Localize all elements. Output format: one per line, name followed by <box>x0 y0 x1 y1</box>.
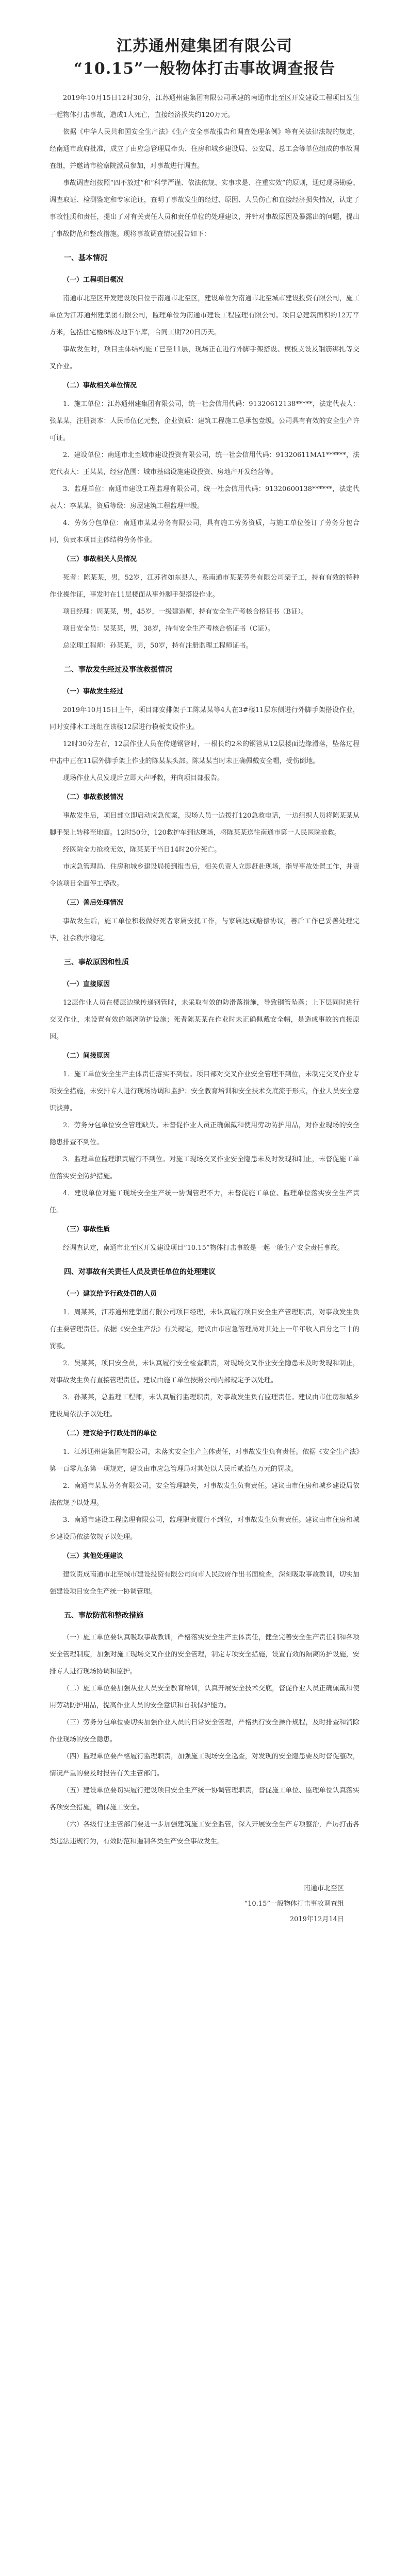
section-paragraph: （四）监理单位要严格履行监理职责，加强施工现场安全巡查，对发现的安全隐患要及时督促整改，情况严重的要及时报告有关主管部门。 <box>50 1753 359 1777</box>
section-paragraph: 4．劳务分包单位：南通市某某劳务有限公司，具有施工劳务资质，与施工单位签订了劳务分包合同，负责本项目主体结构劳务作业。 <box>50 519 359 544</box>
section-paragraph: 3．孙某某，总监理工程师，未认真履行监理职责，对事故发生负有监理责任。建议由市住房和城乡建设局依法予以处理。 <box>50 1394 359 1418</box>
section-paragraph: （三）劳务分包单位要切实加强作业人员的日常安全管理，严格执行安全操作规程，及时排查和消除作业现场的安全隐患。 <box>50 1719 359 1743</box>
subsection-heading: （三）事故相关人员情况 <box>63 555 137 563</box>
subsection-heading: （一）工程项目概况 <box>63 276 124 284</box>
section-paragraph: 项目经理：周某某，男，45岁，一级建造师，持有安全生产考核合格证书（B证）。 <box>63 608 308 616</box>
section-paragraph: 1．施工单位安全生产主体责任落实不到位。项目部对交叉作业安全管理不到位，未制定交叉作业专项安全措施，未安排专人进行现场协调和监护；安全教育培训和安全技术交底流于形式，作业人员安全意识淡薄。 <box>50 1071 359 1112</box>
intro-paragraph: 依据《中华人民共和国安全生产法》《生产安全事故报告和调查处理条例》等有关法律法规的规定，经南通市政府批准，成立了由应急管理局牵头、住房和城乡建设局、公安局、总工会等单位组成的事故调查组，并邀请市检察院派员参加，对事故进行调查。 <box>50 128 359 170</box>
section-heading: 二、事故发生经过及事故救援情况 <box>64 666 172 674</box>
subsection-heading: （二）建议给予行政处罚的单位 <box>63 1430 157 1437</box>
intro-section <box>50 90 359 243</box>
section-paragraph: 项目安全员：吴某某，男，38岁，持有安全生产考核合格证书（C证）。 <box>63 625 274 633</box>
section-paragraph: （五）建设单位要切实履行建设项目安全生产统一协调管理职责，督促施工单位、监理单位认真落实各项安全措施，确保施工安全。 <box>50 1787 359 1811</box>
section-paragraph: 12时30分左右，12层作业人员在传递钢管时，一根长约2米的钢管从12层楼面边缘滑落，坠落过程中击中正在11层外脚手架上作业的陈某某头部。陈某某当时未正确佩戴安全帽，受伤倒地。 <box>50 740 359 765</box>
subsection-heading: （一）事故发生经过 <box>63 688 124 696</box>
section-paragraph: 2．劳务分包单位安全管理缺失。未督促作业人员正确佩戴和使用劳动防护用品，对作业现场的安全隐患排查不到位。 <box>50 1122 359 1146</box>
section-paragraph: 3．监理单位：南通市建设工程监理有限公司，统一社会信用代码：91320600138******，法定代表人：李某某，资质等级：房屋建筑工程监理甲级。 <box>50 485 359 510</box>
subsection-heading: （一）直接原因 <box>63 980 110 988</box>
report-title <box>50 35 359 80</box>
section-paragraph: 事故发生后，施工单位积极做好死者家属安抚工作，与家属达成赔偿协议，善后工作已妥善处理完毕，社会秩序稳定。 <box>50 918 359 942</box>
section-paragraph: （二）施工单位要加强从业人员安全教育培训，认真开展安全技术交底，督促作业人员正确佩戴和使用劳动防护用品，提高作业人员的安全意识和自我保护能力。 <box>50 1685 359 1709</box>
section-paragraph: 12层作业人员在楼层边缘传递钢管时，未采取有效的防滑落措施，导致钢管坠落；上下层同时进行交叉作业，未设置有效的隔离防护设施；死者陈某某在作业时未正确佩戴安全帽，是造成事故的直接原因。 <box>50 999 359 1041</box>
section-paragraph: 南通市北至区开发建设项目位于南通市北至区，建设单位为南通市北至城市建设投资有限公司，施工单位为江苏通州建集团有限公司，监理单位为南通市建设工程监理有限公司。项目总建筑面积约12万平方米，包括住宅楼8栋及地下车库，合同工期720日历天。 <box>50 295 359 336</box>
intro-paragraph: 事故调查组按照“四不放过”和“科学严谨、依法依规、实事求是、注重实效”的原则，通过现场勘验、调查取证、检测鉴定和专家论证，查明了事故发生的经过、原因、人员伤亡和直接经济损失情况，认定了事故性质和责任，提出了对有关责任人员和责任单位的处理建议，并针对事故原因及暴露出的问题，提出了事故防范和整改措施。现将事故调查情况报告如下： <box>50 179 359 238</box>
subsection-heading: （二）事故相关单位情况 <box>63 382 137 389</box>
signature-block <box>50 1881 359 1927</box>
title-company: 江苏通州建集团有限公司 <box>117 37 292 55</box>
section-paragraph: 2．南通市某某劳务有限公司，安全管理缺失，对事故发生负有责任。建议由市住房和城乡建设局依法依规予以处理。 <box>50 1482 359 1507</box>
section-paragraph: （六）各级行业主管部门要进一步加强建筑施工安全监管，深入开展安全生产专项整治，严厉打击各类违法违规行为，有效防范和遏制各类生产安全事故发生。 <box>50 1821 359 1845</box>
subsection-heading: （一）建议给予行政处罚的人员 <box>63 1290 157 1298</box>
section-paragraph: 2019年10月15日上午，项目部安排架子工陈某某等4人在3#楼11层东侧进行外脚手架搭设作业，同时安排木工班组在该楼12层进行模板支设作业。 <box>50 706 359 731</box>
title-report: “10.15”一般物体打击事故调查报告 <box>73 60 336 78</box>
subsection-heading: （三）其他处理建议 <box>63 1552 124 1560</box>
section-heading: 四、对事故有关责任人员及责任单位的处理建议 <box>64 1268 216 1276</box>
section-heading: 三、事故原因和性质 <box>64 958 129 967</box>
signature-date: 2019年12月14日 <box>289 1916 344 1923</box>
signature-org: 南通市北至区 <box>303 1885 344 1892</box>
section-paragraph: 总监理工程师：孙某某，男，50岁，持有注册监理工程师证书。 <box>63 642 253 650</box>
subsection-heading: （二）间接原因 <box>63 1052 110 1060</box>
section-paragraph: 3．南通市建设工程监理有限公司，监理职责履行不到位，对事故发生负有责任。建议由市住房和城乡建设局依法依规予以处理。 <box>50 1516 359 1541</box>
report-body <box>50 248 359 1850</box>
section-heading: 五、事故防范和整改措施 <box>64 1612 143 1620</box>
subsection-heading: （二）事故救援情况 <box>63 793 124 801</box>
section-paragraph: 3．监理单位监理职责履行不到位。对施工现场交叉作业安全隐患未及时发现和制止，未督促施工单位落实安全防护措施。 <box>50 1156 359 1180</box>
section-paragraph: 4．建设单位对施工现场安全生产统一协调管理不力，未督促施工单位、监理单位落实安全生产责任。 <box>50 1190 359 1214</box>
section-paragraph: 1．施工单位：江苏通州建集团有限公司，统一社会信用代码：91320612138*****，法定代表人：张某某，注册资本：人民币伍亿元整，企业资质：建筑工程施工总承包壹级。公司具有有效的安全生产许可证。 <box>50 400 359 442</box>
signature-team: “10.15”一般物体打击事故调查组 <box>244 1900 344 1908</box>
section-paragraph: （一）施工单位要认真吸取事故教训，严格落实安全生产主体责任，健全完善安全生产责任制和各项安全管理制度，加强对施工现场交叉作业的安全管理，制定专项安全措施，设置有效的隔离防护设施，安排专人进行现场协调和监护。 <box>50 1634 359 1675</box>
section-paragraph: 事故发生时，项目主体结构施工已至11层，现场正在进行外脚手架搭设、模板支设及钢筋绑扎等交叉作业。 <box>50 346 359 370</box>
intro-paragraph: 2019年10月15日12时30分，江苏通州建集团有限公司承建的南通市北至区开发建设工程项目发生一起物体打击事故，造成1人死亡，直接经济损失约120万元。 <box>50 94 359 119</box>
section-paragraph: 2．建设单位：南通市北至城市建设投资有限公司，统一社会信用代码：91320611MA1******，法定代表人：王某某，经营范围：城市基础设施建设投资、房地产开发经营等。 <box>50 451 359 476</box>
section-paragraph: 事故发生后，项目部立即启动应急预案，现场人员一边拨打120急救电话，一边组织人员将陈某某从脚手架上转移至地面。12时50分，120救护车到达现场，将陈某某送往南通市第一人民医院抢救。 <box>50 812 359 837</box>
section-paragraph: 现场作业人员发现后立即大声呼救，并向项目部报告。 <box>63 774 224 782</box>
section-heading: 一、基本情况 <box>64 254 107 262</box>
section-paragraph: 建议责成南通市北至城市建设投资有限公司向市人民政府作出书面检查，深刻吸取事故教训，切实加强建设项目安全生产统一协调管理。 <box>50 1571 359 1596</box>
section-paragraph: 经医院全力抢救无效，陈某某于当日14时20分死亡。 <box>63 846 221 854</box>
section-paragraph: 经调查认定，南通市北至区开发建设项目“10.15”物体打击事故是一起一般生产安全责任事故。 <box>63 1244 344 1252</box>
section-paragraph: 市应急管理局、住房和城乡建设局接到报告后，相关负责人立即赶赴现场，指导事故处置工作，并责令该项目全面停工整改。 <box>50 863 359 888</box>
section-paragraph: 2．吴某某，项目安全员，未认真履行安全检查职责，对现场交叉作业安全隐患未及时发现和制止，对事故发生负有直接管理责任。建议由施工单位按照公司内部规定予以处理。 <box>50 1360 359 1384</box>
subsection-heading: （三）事故性质 <box>63 1226 110 1233</box>
section-paragraph: 死者：陈某某，男，52岁，江苏省如东县人，系南通市某某劳务有限公司架子工，持有有效的特种作业操作证，事发时在11层楼面从事外脚手架搭设作业。 <box>50 574 359 599</box>
section-paragraph: 1．江苏通州建集团有限公司，未落实安全生产主体责任，对事故发生负有责任。依据《安全生产法》第一百零九条第一项规定，建议由市应急管理局对其处以人民币贰拾伍万元的罚款。 <box>50 1448 359 1473</box>
subsection-heading: （三）善后处理情况 <box>63 899 124 907</box>
section-paragraph: 1．周某某，江苏通州建集团有限公司项目经理，未认真履行项目安全生产管理职责，对事故发生负有主要管理责任。依据《安全生产法》有关规定，建议由市应急管理局对其处上一年年收入百分之三十的罚款。 <box>50 1309 359 1350</box>
